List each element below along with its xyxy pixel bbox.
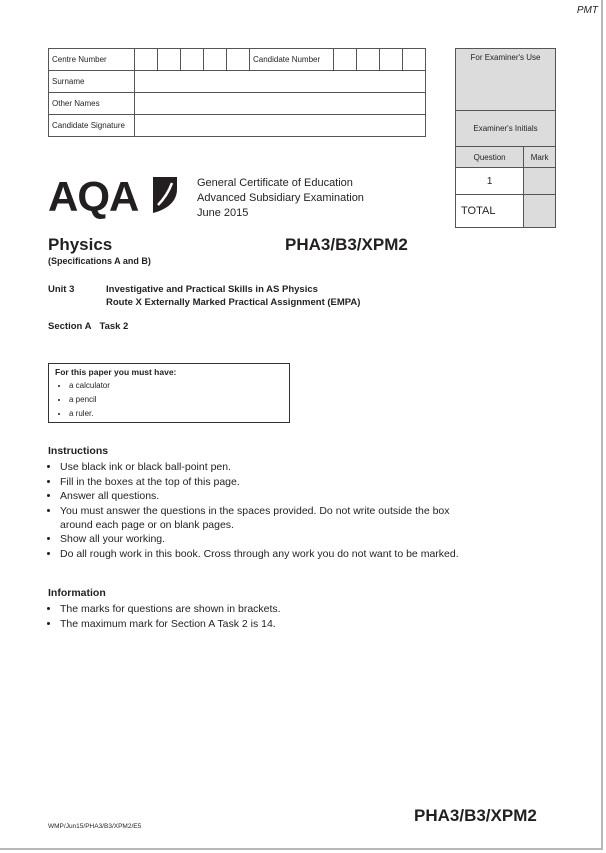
information-item: • The maximum mark for Section A Task 2 is 14. xyxy=(60,617,468,631)
centre-number-box-3[interactable] xyxy=(181,49,204,71)
exam-info-line3: June 2015 xyxy=(197,207,249,219)
instructions-heading: Instructions xyxy=(48,445,109,457)
candidate-number-box-4[interactable] xyxy=(403,49,426,71)
total-label: TOTAL xyxy=(456,195,524,228)
examiner-initials-label: Examiner's Initials xyxy=(456,111,556,147)
materials-item: • a pencil xyxy=(69,393,283,407)
instruction-item: • Show all your working. xyxy=(60,532,468,546)
examiner-use-heading: For Examiner's Use xyxy=(456,49,556,111)
candidate-number-box-2[interactable] xyxy=(357,49,380,71)
specification: (Specifications A and B) xyxy=(48,256,151,266)
centre-number-label: Centre Number xyxy=(49,49,135,71)
instruction-item: • You must answer the questions in the spaces provided. Do not write outside the box around each page or on blank pages. xyxy=(60,504,468,533)
centre-number-box-4[interactable] xyxy=(204,49,227,71)
surname-label: Surname xyxy=(49,71,135,93)
paper-code-bottom: PHA3/B3/XPM2 xyxy=(414,806,537,825)
footer-reference: WMP/Jun15/PHA3/B3/XPM2/E5 xyxy=(48,823,142,830)
question-number: 1 xyxy=(456,168,524,195)
total-mark-cell[interactable] xyxy=(524,195,556,228)
exam-info-line1: General Certificate of Education xyxy=(197,177,353,189)
other-names-label: Other Names xyxy=(49,93,135,115)
aqa-leaf-icon xyxy=(150,175,180,215)
question-mark-cell[interactable] xyxy=(524,168,556,195)
centre-number-box-5[interactable] xyxy=(227,49,250,71)
section-label: Section A xyxy=(48,321,92,332)
paper-code-top: PHA3/B3/XPM2 xyxy=(285,235,408,254)
surname-field[interactable] xyxy=(135,71,426,93)
instruction-item: • Answer all questions. xyxy=(60,489,468,503)
materials-item: • a ruler. xyxy=(69,407,283,421)
information-block xyxy=(48,586,468,631)
candidate-details-table xyxy=(48,48,426,137)
task-label: Task 2 xyxy=(99,321,129,332)
candidate-number-box-3[interactable] xyxy=(380,49,403,71)
instructions-block xyxy=(48,444,468,561)
subject-title: Physics xyxy=(48,235,113,254)
candidate-number-label: Candidate Number xyxy=(250,49,334,71)
centre-number-box-2[interactable] xyxy=(158,49,181,71)
materials-item: • a calculator xyxy=(69,379,283,393)
unit-title: Investigative and Practical Skills in AS Physics xyxy=(106,284,318,295)
other-names-field[interactable] xyxy=(135,93,426,115)
unit-route: Route X Externally Marked Practical Assignment (EMPA) xyxy=(106,297,361,308)
information-heading: Information xyxy=(48,587,106,599)
exam-info-line2: Advanced Subsidiary Examination xyxy=(197,192,364,204)
instruction-item: • Fill in the boxes at the top of this page. xyxy=(60,475,468,489)
examiner-use-table xyxy=(455,48,556,228)
instruction-item: • Do all rough work in this book. Cross through any work you do not want to be marked. xyxy=(60,547,468,561)
pmt-mark: PMT xyxy=(576,5,598,16)
information-item: • The marks for questions are shown in brackets. xyxy=(60,602,468,616)
section-task xyxy=(48,321,128,332)
signature-field[interactable] xyxy=(135,115,426,137)
aqa-logo: AQA xyxy=(48,173,139,220)
materials-heading: For this paper you must have: xyxy=(55,367,177,377)
question-column-header: Question xyxy=(456,147,524,168)
signature-label: Candidate Signature xyxy=(49,115,135,137)
unit-label: Unit 3 xyxy=(48,284,75,295)
mark-column-header: Mark xyxy=(524,147,556,168)
candidate-number-box-1[interactable] xyxy=(334,49,357,71)
centre-number-box-1[interactable] xyxy=(135,49,158,71)
exam-info xyxy=(197,176,364,221)
instruction-item: • Use black ink or black ball-point pen. xyxy=(60,460,468,474)
materials-box xyxy=(48,363,290,423)
